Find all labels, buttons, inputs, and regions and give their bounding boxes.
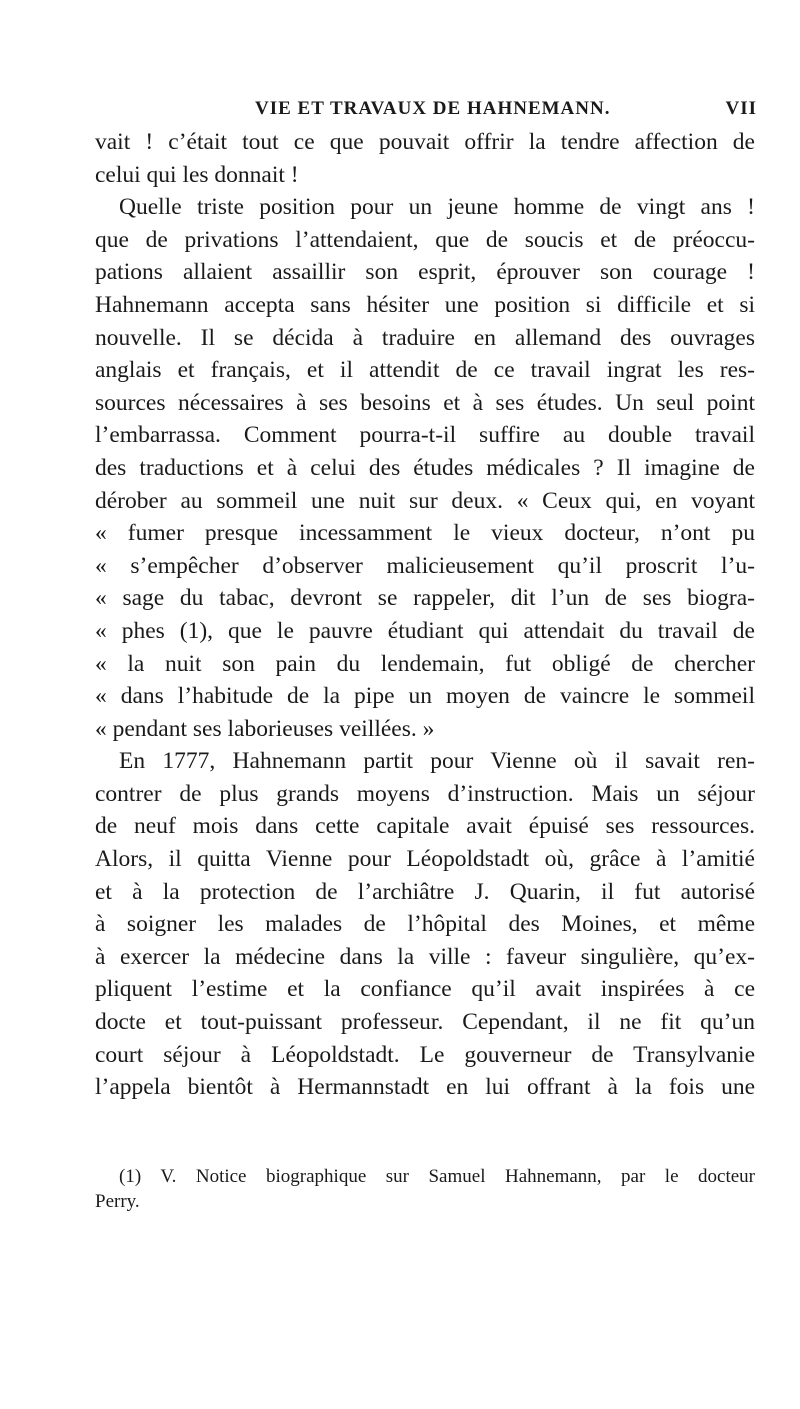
text-line: court séjour à Léopoldstadt. Le gouverneur de Transylvanie <box>95 1041 755 1068</box>
text-line: sources nécessaires à ses besoins et à ses études. Un seul point <box>95 389 755 416</box>
page-number: VII <box>725 98 757 119</box>
text-line: docte et tout-puissant professeur. Cependant, il ne fit qu’un <box>95 1009 755 1036</box>
text-line: pliquent l’estime et la confiance qu’il avait inspirées à ce <box>95 976 755 1003</box>
text-line: que de privations l’attendaient, que de soucis et de préoccu- <box>95 226 755 253</box>
text-line: celui qui les donnait ! <box>95 161 299 188</box>
text-line: des traductions et à celui des études médicales ? Il imagine de <box>95 454 755 481</box>
text-line: et à la protection de l’archiâtre J. Quarin, il fut autorisé <box>95 878 755 905</box>
text-line: « phes (1), que le pauvre étudiant qui attendait du travail de <box>95 617 755 644</box>
running-title: VIE ET TRAVAUX DE HAHNEMANN. <box>255 98 611 119</box>
text-line: vait ! c’était tout ce que pouvait offrir la tendre affection de <box>95 129 755 155</box>
text-line: dérober au sommeil une nuit sur deux. « Ceux qui, en voyant <box>95 487 755 514</box>
text-line: Hahnemann accepta sans hésiter une position si difficile et si <box>95 291 755 318</box>
text-line: nouvelle. Il se décida à traduire en allemand des ouvrages <box>95 324 755 351</box>
text-line: « fumer presque incessamment le vieux docteur, n’ont pu <box>95 520 755 547</box>
body-text <box>95 126 755 1104</box>
text-line: l’embarrassa. Comment pourra-t-il suffire au double travail <box>95 422 755 449</box>
text-line: à exercer la médecine dans la ville : faveur singulière, qu’ex- <box>95 943 755 970</box>
text-line: à soigner les malades de l’hôpital des Moines, et même <box>95 911 755 938</box>
text-line: Alors, il quitta Vienne pour Léopoldstadt où, grâce à l’amitié <box>95 846 755 873</box>
footnote-line: (1) V. Notice biographique sur Samuel Hahnemann, par le docteur <box>119 1166 755 1187</box>
text-line: « la nuit son pain du lendemain, fut obligé de chercher <box>95 650 755 677</box>
footnote-line: Perry. <box>95 1191 140 1212</box>
text-line: « pendant ses laborieuses veillées. » <box>95 715 435 742</box>
text-line: En 1777, Hahnemann partit pour Vienne où il savait ren- <box>119 748 755 775</box>
text-line: de neuf mois dans cette capitale avait épuisé ses ressources. <box>95 813 755 840</box>
text-line: contrer de plus grands moyens d’instruction. Mais un séjour <box>95 780 755 807</box>
text-line: l’appela bientôt à Hermannstadt en lui offrant à la fois une <box>95 1074 755 1101</box>
text-line: « sage du tabac, devront se rappeler, dit l’un de ses biogra- <box>95 585 755 612</box>
running-header <box>95 86 755 126</box>
footnote <box>95 1164 755 1214</box>
text-line: « s’empêcher d’observer malicieusement qu’il proscrit l’u- <box>95 552 755 579</box>
text-line: Quelle triste position pour un jeune homme de vingt ans ! <box>119 194 755 221</box>
text-line: pations allaient assaillir son esprit, éprouver son courage ! <box>95 259 755 286</box>
text-line: anglais et français, et il attendit de ce travail ingrat les res- <box>95 357 755 384</box>
text-line: « dans l’habitude de la pipe un moyen de vaincre le sommeil <box>95 683 755 710</box>
